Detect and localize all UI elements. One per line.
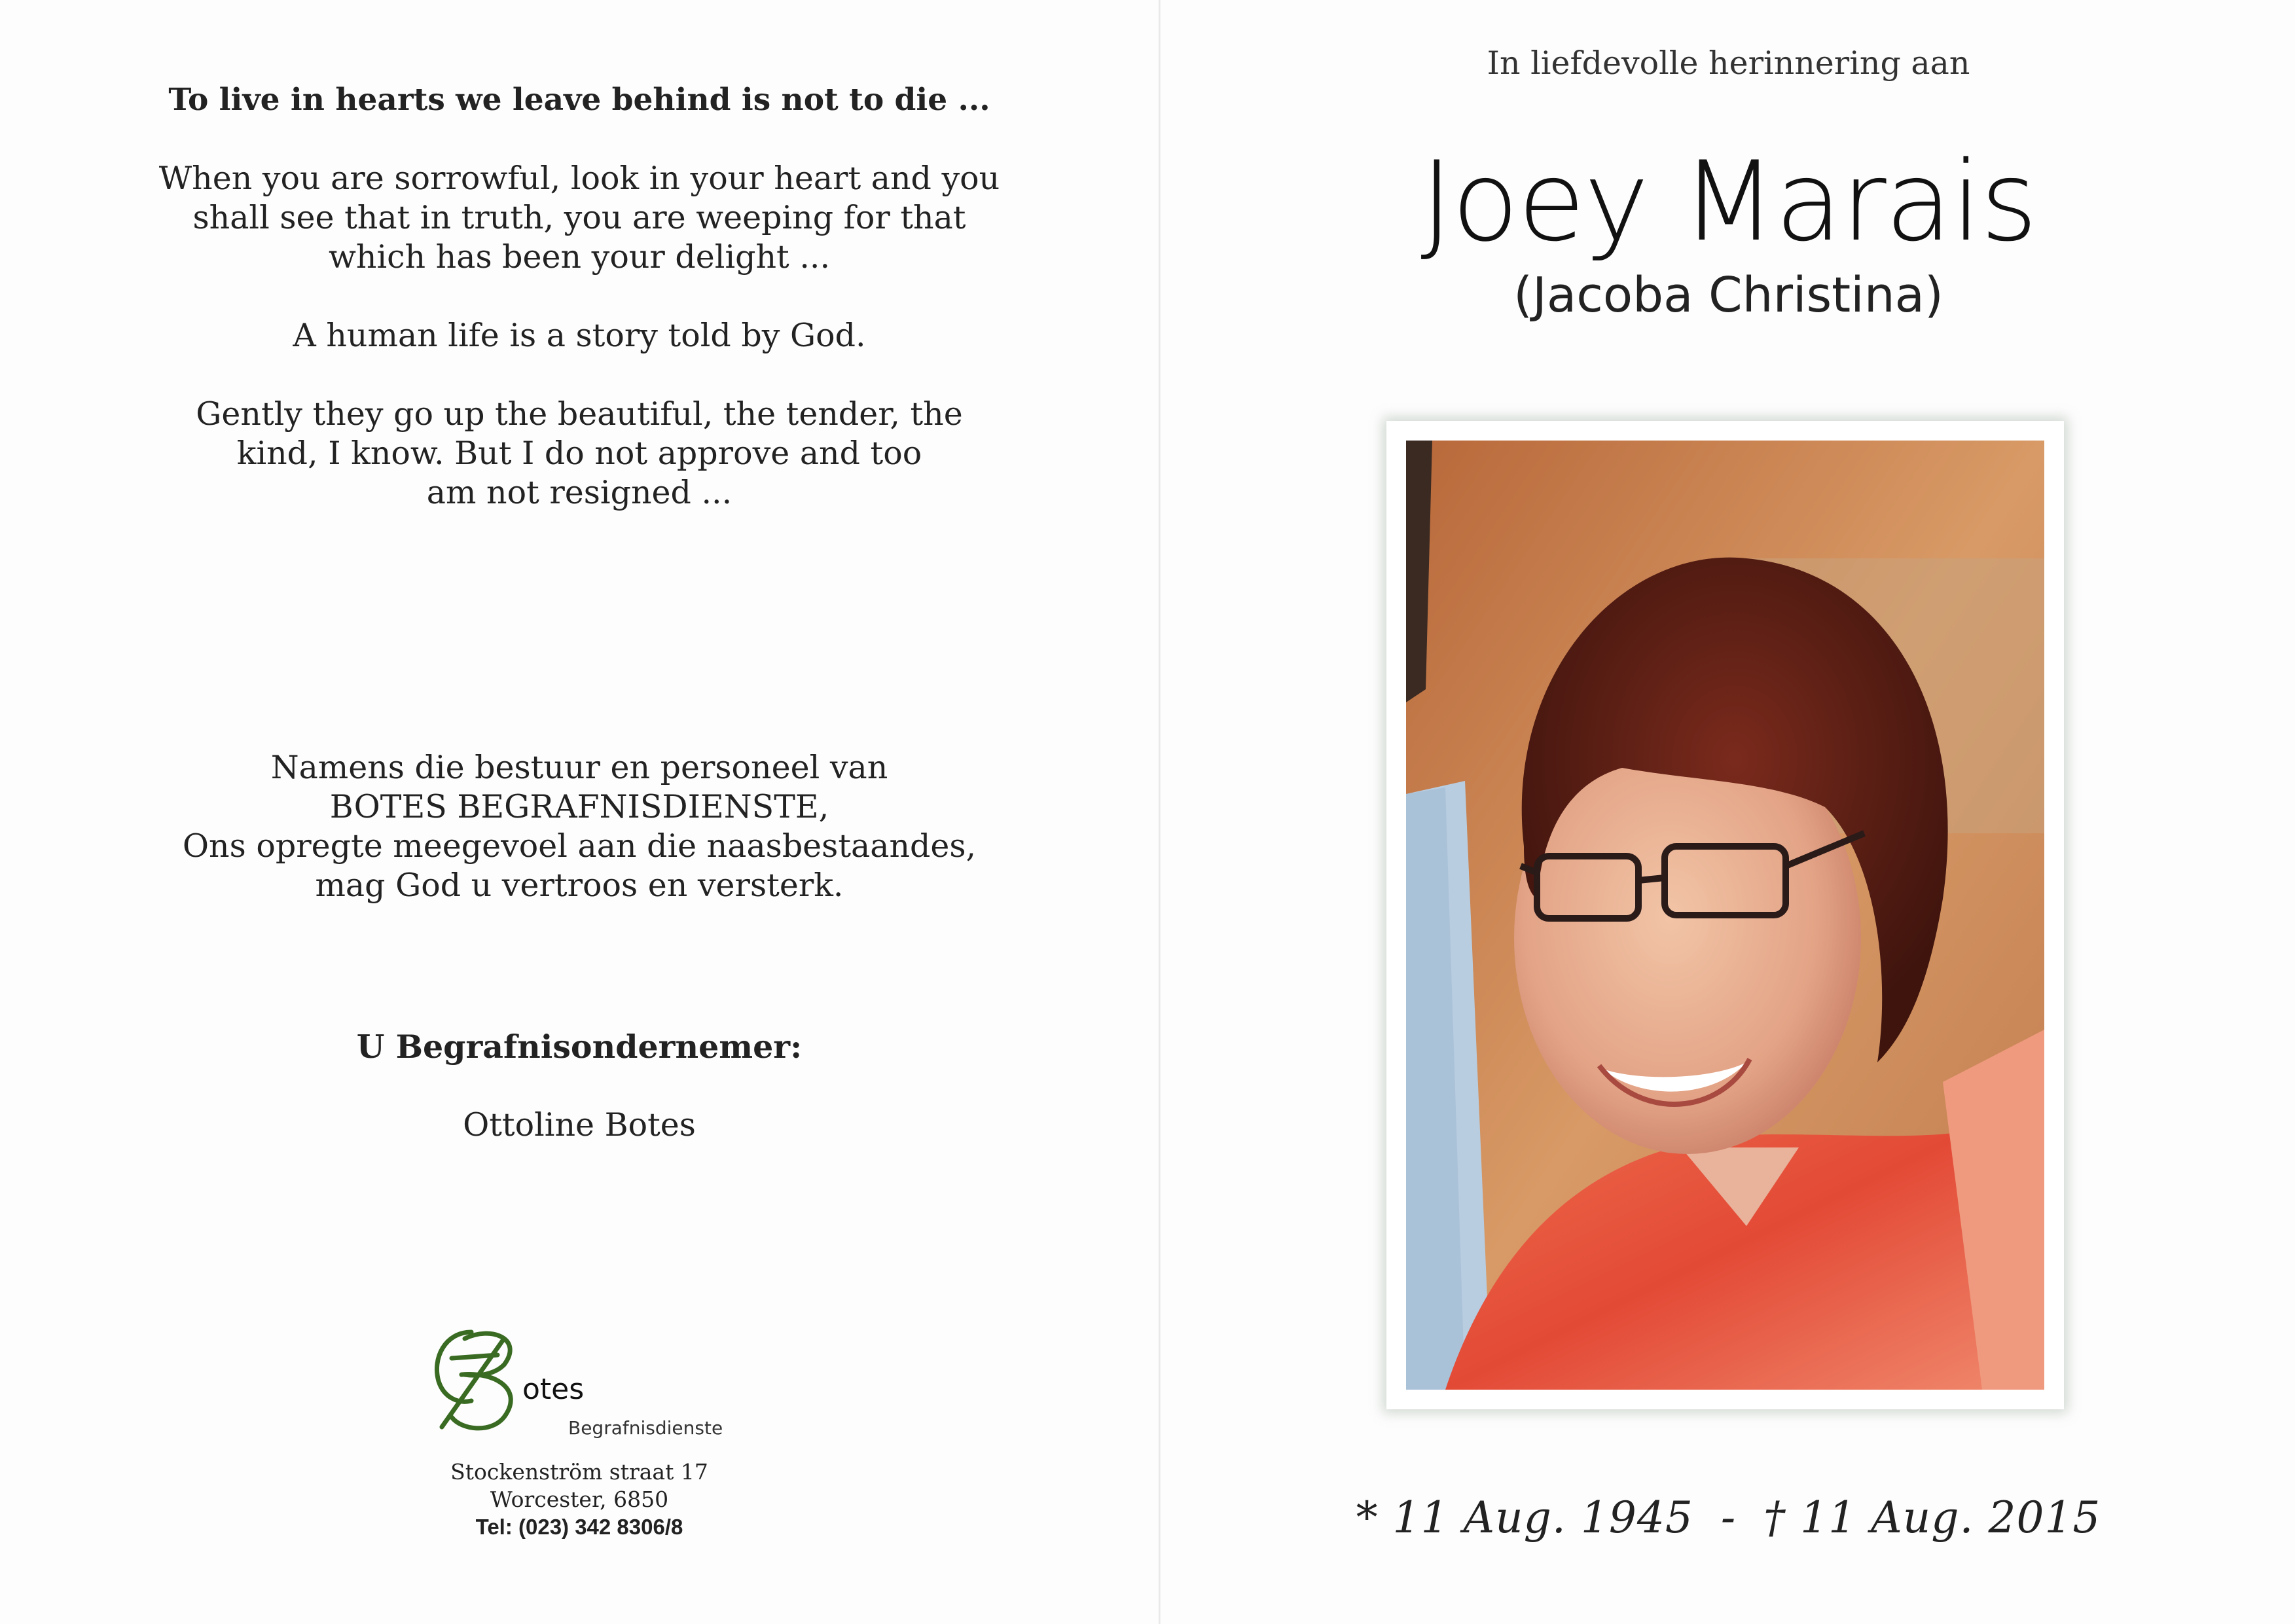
condolence-line: mag God u vertroos en versterk. xyxy=(315,867,844,904)
life-dates xyxy=(1162,1492,2295,1543)
portrait-frame xyxy=(1386,421,2064,1409)
condolence-line: Ons opregte meegevoel aan die naasbestaandes, xyxy=(182,827,977,865)
quote-heading: To live in hearts we leave behind is not to die ... xyxy=(168,82,990,118)
botes-monogram-icon xyxy=(425,1319,530,1437)
botes-logo xyxy=(425,1319,740,1450)
quote-paragraph-3 xyxy=(0,395,1159,513)
address-telephone: Tel: (023) 342 8306/8 xyxy=(475,1515,683,1539)
condolence-message xyxy=(0,748,1159,905)
funeral-home-address xyxy=(0,1458,1159,1541)
date-separator: - xyxy=(1720,1492,1737,1543)
quote-line: A human life is a story told by God. xyxy=(293,317,866,354)
page-fold xyxy=(1159,0,1161,1624)
quote-line: shall see that in truth, you are weeping for that xyxy=(192,199,966,236)
quote-paragraph-1 xyxy=(0,159,1159,277)
address-street: Stockenström straat 17 xyxy=(450,1459,708,1485)
address-city: Worcester, 6850 xyxy=(490,1487,669,1512)
quote-line: am not resigned ... xyxy=(426,474,732,511)
deceased-name: Joey Marais xyxy=(1420,137,2036,266)
right-page xyxy=(1162,0,2295,1624)
portrait-image xyxy=(1406,441,2044,1390)
quote-line: which has been your delight ... xyxy=(328,238,831,276)
logo-name: otes xyxy=(522,1373,585,1406)
logo-subtitle: Begrafnisdienste xyxy=(568,1417,723,1439)
portrait-photo xyxy=(1406,441,2044,1390)
deceased-full-name: (Jacoba Christina) xyxy=(1513,267,1943,323)
birth-date: * 11 Aug. 1945 xyxy=(1356,1492,1693,1543)
condolence-line: Namens die bestuur en personeel van xyxy=(270,749,888,786)
quote-paragraph-2 xyxy=(0,316,1159,355)
quote-line: kind, I know. But I do not approve and too xyxy=(236,435,922,472)
undertaker-heading: U Begrafnisondernemer: xyxy=(356,1028,803,1066)
death-date: † 11 Aug. 2015 xyxy=(1763,1492,2101,1543)
undertaker-name: Ottoline Botes xyxy=(463,1106,696,1144)
condolence-line: BOTES BEGRAFNISDIENSTE, xyxy=(329,788,829,825)
quote-line: Gently they go up the beautiful, the tender, the xyxy=(196,395,963,433)
quote-line: When you are sorrowful, look in your heart and you xyxy=(158,160,1000,197)
memorial-intro: In liefdevolle herinnering aan xyxy=(1487,45,1970,82)
